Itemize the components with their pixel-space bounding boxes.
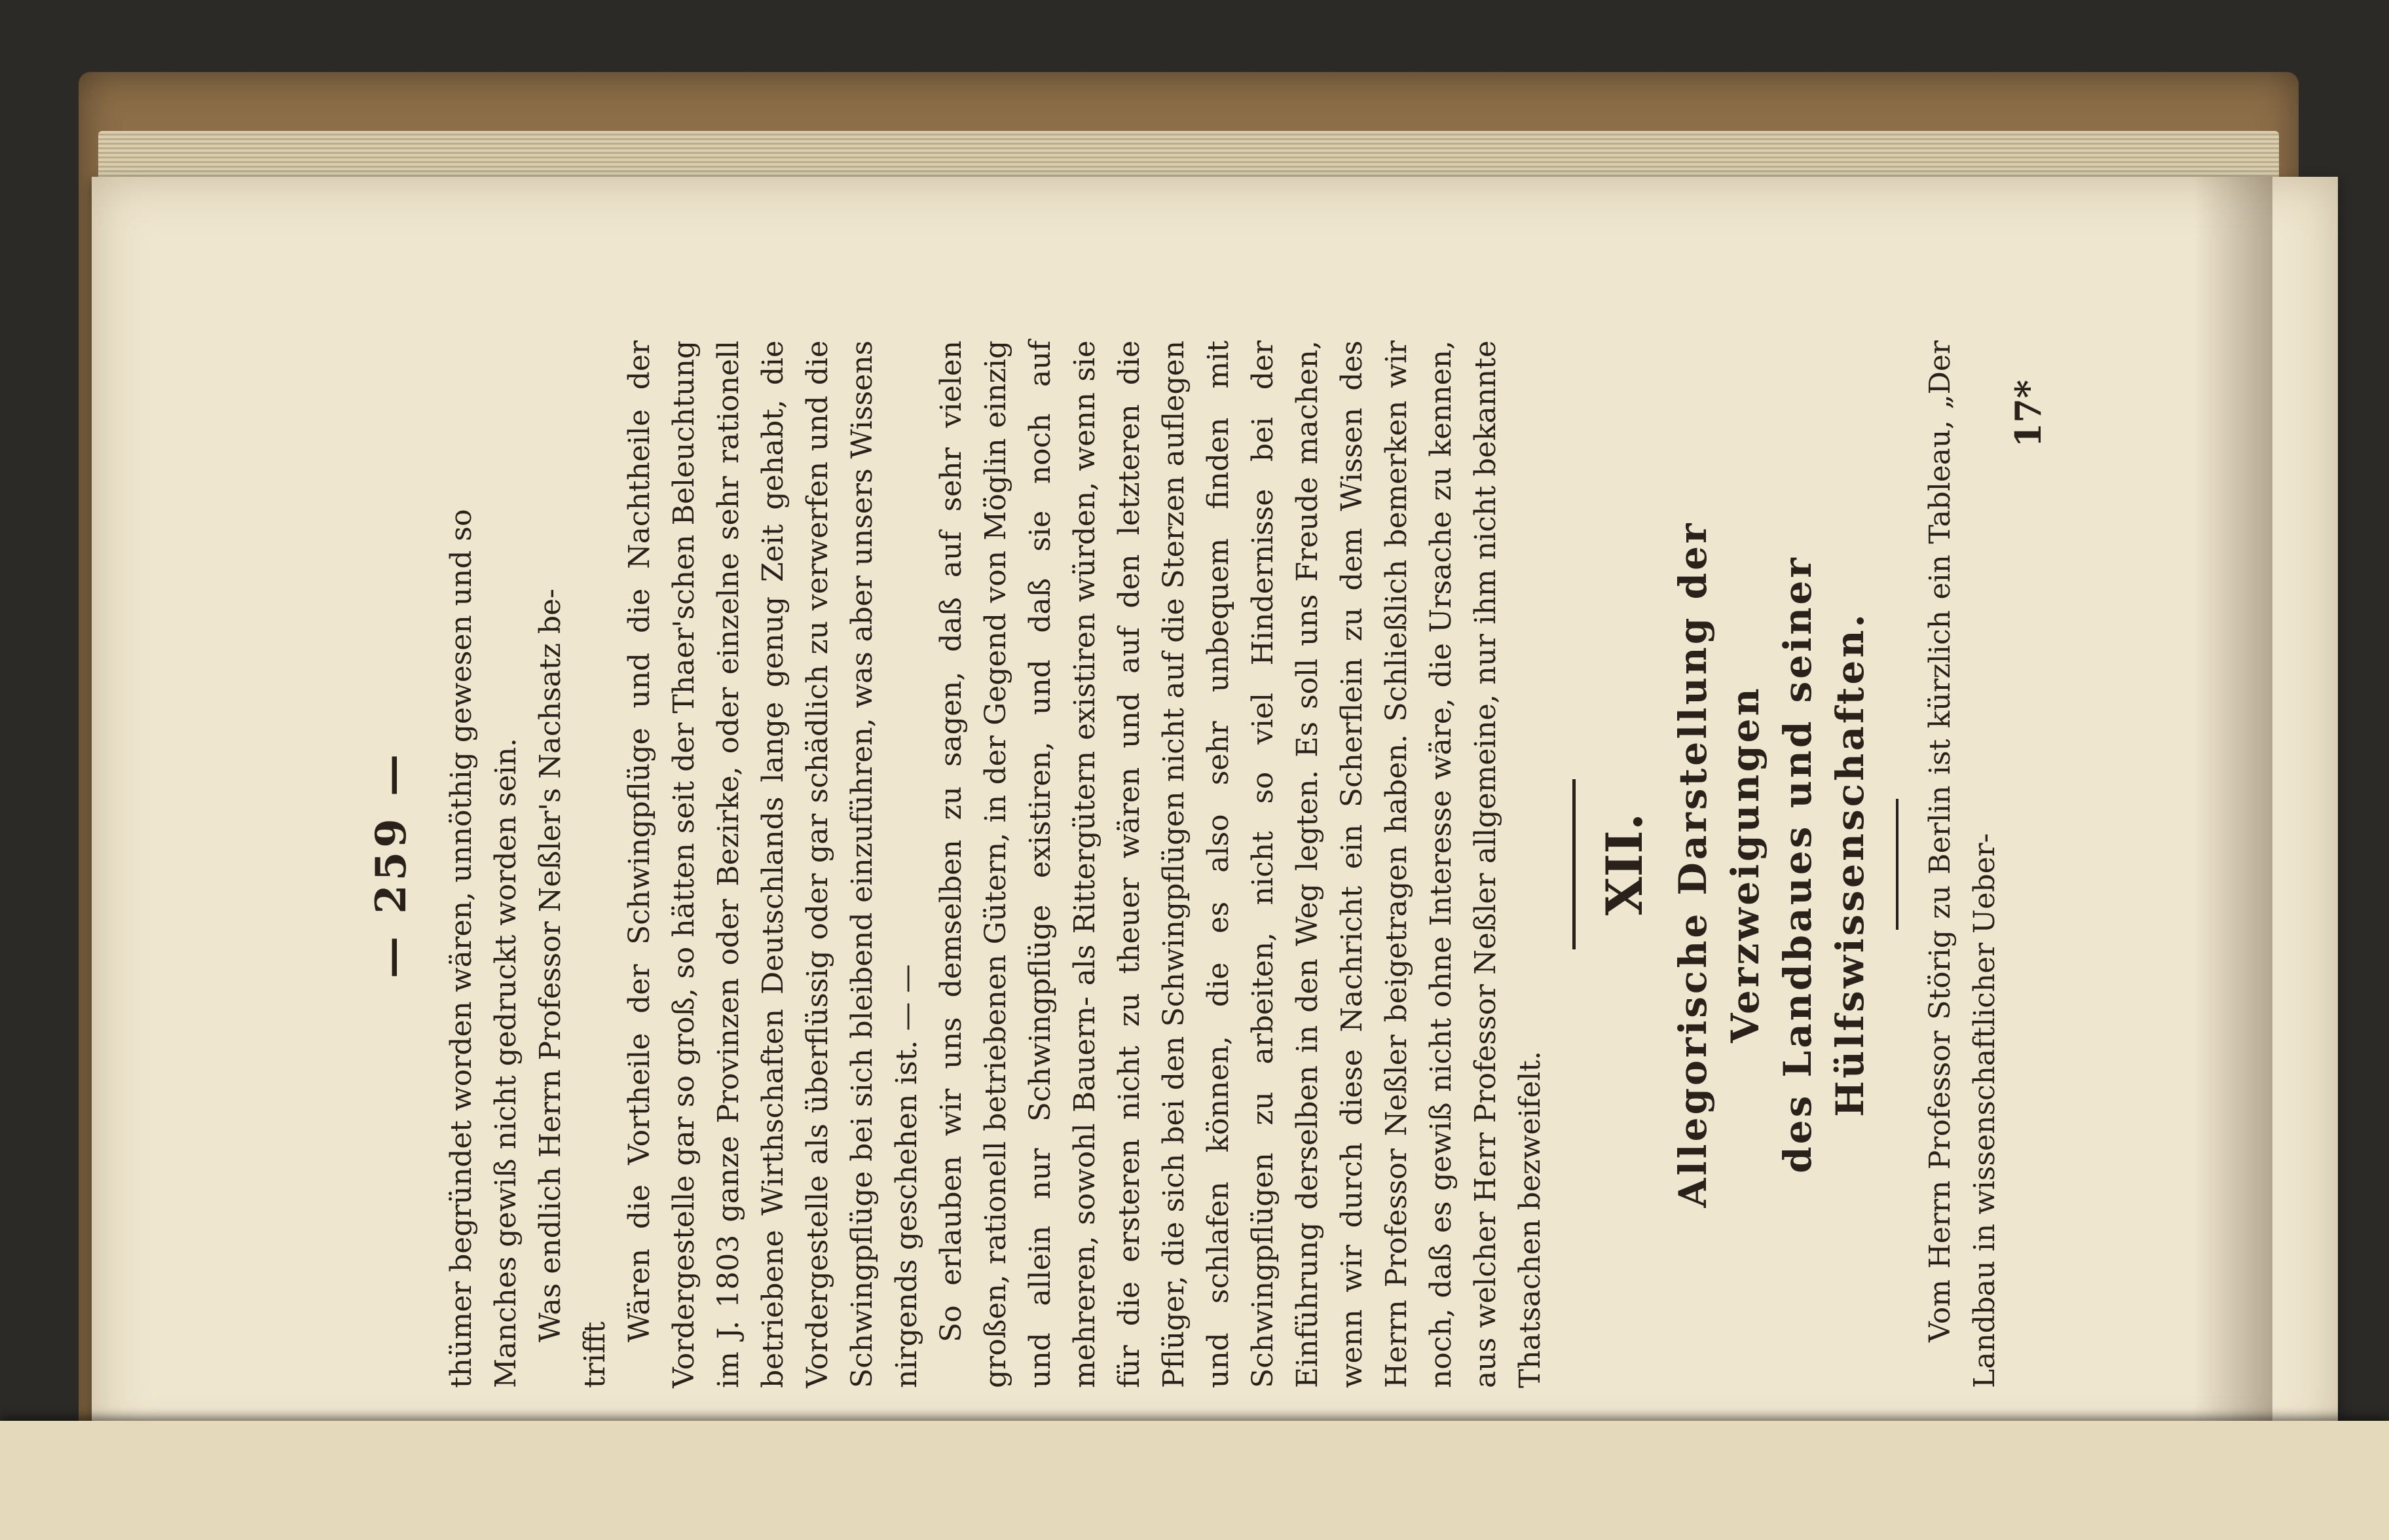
adjacent-page-edge: [0, 1421, 2389, 1540]
section-divider: [1572, 779, 1576, 949]
paragraph: Vom Herrn Professor Störig zu Berlin ist kürzlich ein Tableau, „Der Landbau in wissenschaftlicher Ueber-: [1923, 340, 2001, 1388]
page-text-block: [367, 340, 2135, 1388]
chapter-title-line: Allegorische Darstellung der Verzweigungen: [1671, 521, 1768, 1208]
page-number-header: — 259 —: [367, 750, 416, 979]
chapter-number: XII.: [1595, 813, 1654, 916]
paragraph: So erlauben wir uns demselben zu sagen, daß auf sehr vielen großen, rationell betriebenen Gütern, in der Gegend von Möglin einzig und allein nur Schwingpflüge existiren, und daß sie noch auf mehreren, sowohl Bauern- als Rittergütern existiren würden, wenn sie für die ersteren nicht zu theuer wären und auf den letzteren die Pflüger, die sich bei den Schwingpflügen nicht auf die Sterzen auflegen und schlafen können, die es also sehr unbequem finden mit Schwingpflügen zu arbeiten, nicht so viel Hindernisse bei der Einführung derselben in den Weg legten. Es soll uns Freude machen, wenn wir durch diese Nachricht ein Scherflein zu dem Wissen des Herrn Professor Neßler beigetragen haben. Schließlich bemerken wir noch, daß es gewiß nicht ohne Interesse wäre, die Ursache zu kennen, aus welcher Herr Professor Neßler allgemeine, nur ihm nicht bekannte Thatsachen bezweifelt.: [935, 340, 1547, 1388]
paragraph: Wären die Vortheile der Schwingpflüge und die Nachtheile der Vordergestelle gar so groß, so hätten seit der Thaer'schen Beleuchtung im J. 1803 ganze Provinzen oder Bezirke, oder einzelne sehr rationell betriebene Wirthschaften Deutschlands lange genug Zeit gehabt, die Vordergestelle als überflüssig oder gar schädlich zu verwerfen und die Schwingpflüge bei sich bleibend einzuführen, was aber unsers Wissens nirgends geschehen ist. — —: [623, 340, 923, 1388]
spine-shadow: [2194, 177, 2272, 1454]
signature-mark: 17*: [2007, 380, 2049, 448]
text-line: thümer begründet worden wären, unnöthig gewesen und so: [445, 509, 478, 1388]
text-line: Manches gewiß nicht gedruckt worden sein.: [489, 737, 523, 1388]
chapter-title-line: des Landbaues und seiner Hülfswissenschaften.: [1775, 555, 1872, 1173]
text-line: trifft: [578, 1321, 612, 1388]
text-line: Was endlich Herrn Professor Neßler's Nachsatz be-: [534, 589, 567, 1342]
title-divider: [1896, 799, 1898, 930]
